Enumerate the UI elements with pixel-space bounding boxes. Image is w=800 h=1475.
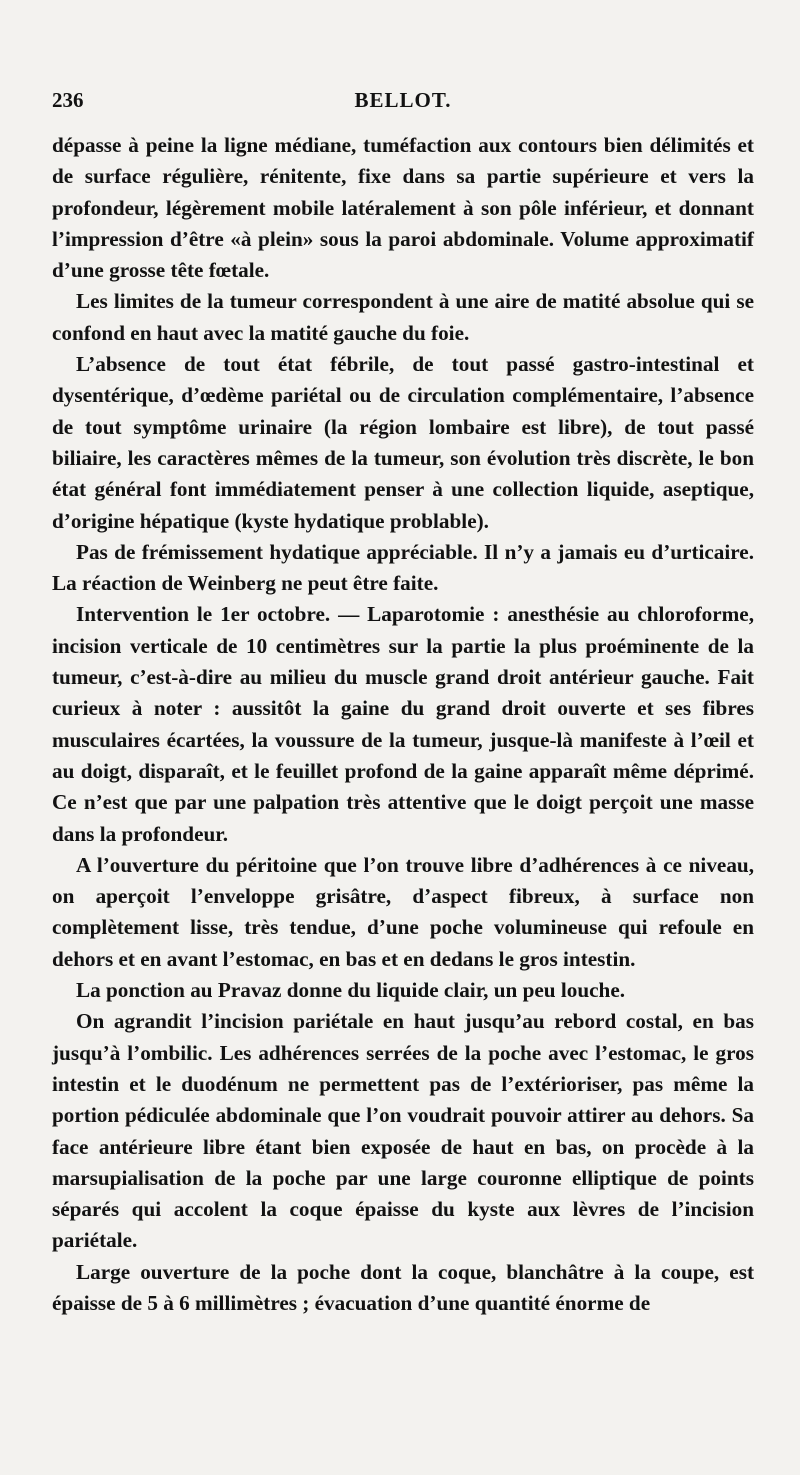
paragraph: Large ouverture de la poche dont la coque, blanchâtre à la coupe, est épaisse de 5 à 6 millimètres ; évacuation d’une quantité énorme de: [52, 1259, 754, 1315]
paragraph: dépasse à peine la ligne médiane, tuméfaction aux contours bien délimités et de surface régulière, rénitente, fixe dans sa partie supérieure et vers la profondeur, légèrement mobile latéralement à son pôle inférieur, et donnant l’impression d’être «à plein» sous la paroi abdominale. Volume approximatif d’une grosse tête fœtale.: [52, 133, 754, 283]
body-text: [52, 130, 754, 1319]
paragraph: Pas de frémissement hydatique appréciable. Il n’y a jamais eu d’urticaire. La réaction de Weinberg ne peut être faite.: [52, 539, 754, 596]
paragraph: Intervention le 1er octobre. — Laparotomie : anesthésie au chloroforme, incision verticale de 10 centimètres sur la partie la plus proéminente de la tumeur, c’est-à-dire au milieu du muscle grand droit antérieur gauche. Fait curieux à noter : aussitôt la gaine du grand droit ouverte et ses fibres musculaires écartées, la voussure de la tumeur, jusque-là manifeste à l’œil et au doigt, disparaît, et le feuillet profond de la gaine apparaît même déprimé. Ce n’est que par une palpation très attentive que le doigt perçoit une masse dans la profondeur.: [52, 602, 754, 846]
paragraph: A l’ouverture du péritoine que l’on trouve libre d’adhérences à ce niveau, on aperçoit l’enveloppe grisâtre, d’aspect fibreux, à surface non complètement lisse, très tendue, d’une poche volumineuse qui refoule en dehors et en avant l’estomac, en bas et en dedans le gros intestin.: [52, 852, 754, 971]
page-header: [52, 88, 754, 118]
page-number: 236: [52, 88, 84, 112]
paragraph: On agrandit l’incision pariétale en haut jusqu’au rebord costal, en bas jusqu’à l’ombilic. Les adhérences serrées de la poche avec l’estomac, le gros intestin et le duodénum ne permettent pas de l’extérioriser, pas même la portion pédiculée abdominale que l’on voudrait pouvoir attirer au dehors. Sa face antérieure libre étant bien exposée de haut en bas, on procède à la marsupialisation de la poche par une large couronne elliptique de points séparés qui accolent la coque épaisse du kyste aux lèvres de l’incision pariétale.: [52, 1009, 754, 1253]
running-head: BELLOT.: [354, 88, 452, 112]
paragraph: L’absence de tout état fébrile, de tout passé gastro-intestinal et dysentérique, d’œdème pariétal ou de circulation complémentaire, l’absence de tout symptôme urinaire (la région lombaire est libre), de tout passé biliaire, les caractères mêmes de la tumeur, son évolution très discrète, le bon état général font immédiatement penser à une collection liquide, aseptique, d’origine hépatique (kyste hydatique problable).: [52, 352, 754, 533]
paragraph: Les limites de la tumeur correspondent à une aire de matité absolue qui se confond en haut avec la matité gauche du foie.: [52, 289, 754, 345]
paragraph: La ponction au Pravaz donne du liquide clair, un peu louche.: [76, 978, 626, 1003]
